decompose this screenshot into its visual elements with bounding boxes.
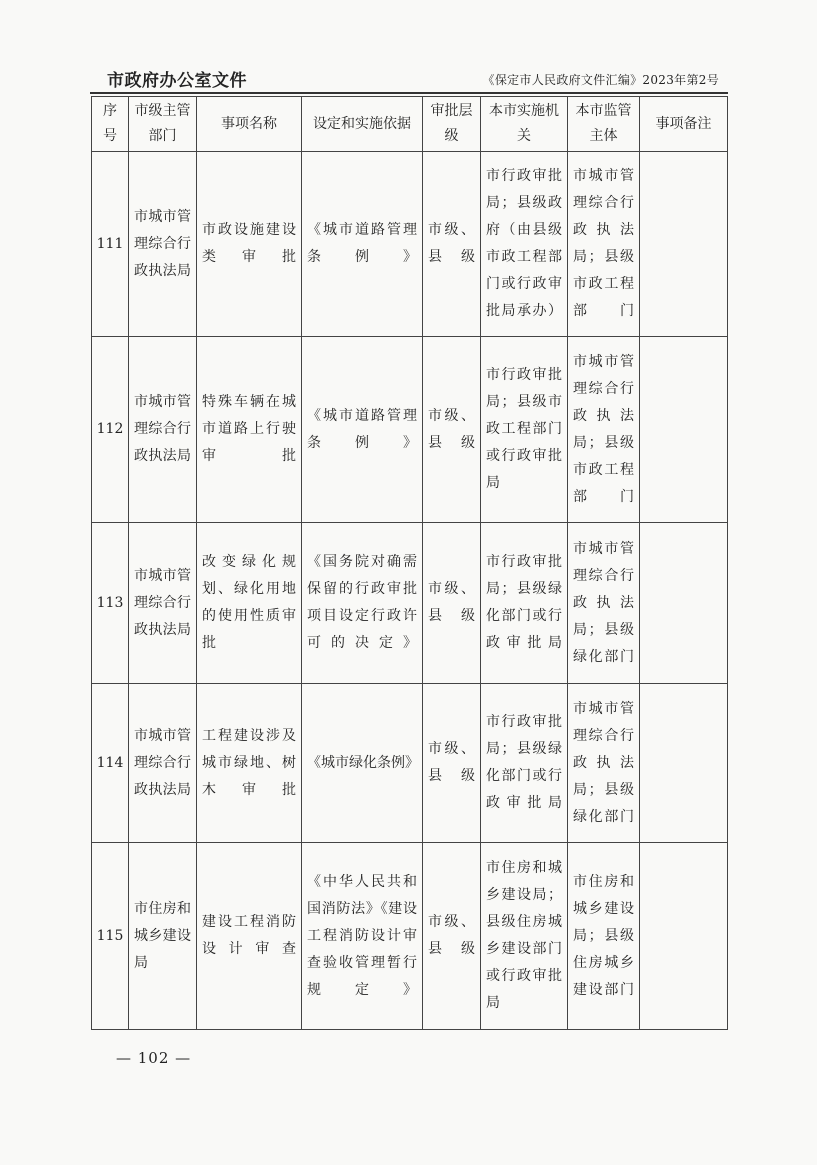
row-basis: 《城市道路管理条例》 — [302, 152, 423, 337]
row-notes — [640, 152, 728, 337]
col-header-no: 序号 — [92, 97, 129, 152]
approval-items-table — [91, 96, 728, 1030]
row-item: 建设工程消防设计审查 — [197, 843, 302, 1030]
col-header-notes: 事项备注 — [640, 97, 728, 152]
row-number: 111 — [92, 152, 129, 337]
row-basis: 《中华人民共和国消防法》《建设工程消防设计审查验收管理暂行规定》 — [302, 843, 423, 1030]
col-header-dept: 市级主管部门 — [129, 97, 197, 152]
row-item: 特殊车辆在城市道路上行驶审批 — [197, 337, 302, 523]
col-header-agency: 本市实施机关 — [481, 97, 568, 152]
row-agency: 市行政审批局；县级市政工程部门或行政审批局 — [481, 337, 568, 523]
row-agency: 市行政审批局；县级绿化部门或行政审批局 — [481, 684, 568, 843]
row-notes — [640, 523, 728, 684]
header-left-title: 市政府办公室文件 — [107, 71, 247, 91]
row-level: 市级、县级 — [423, 843, 481, 1030]
row-level: 市级、县级 — [423, 337, 481, 523]
row-supervisor: 市住房和城乡建设局；县级住房城乡建设部门 — [568, 843, 640, 1030]
row-dept: 市住房和城乡建设局 — [129, 843, 197, 1030]
table-row — [92, 337, 728, 523]
row-notes — [640, 337, 728, 523]
row-number: 114 — [92, 684, 129, 843]
row-level: 市级、县级 — [423, 152, 481, 337]
row-item: 市政设施建设类审批 — [197, 152, 302, 337]
row-dept: 市城市管理综合行政执法局 — [129, 337, 197, 523]
row-dept: 市城市管理综合行政执法局 — [129, 684, 197, 843]
table-row — [92, 843, 728, 1030]
row-basis: 《国务院对确需保留的行政审批项目设定行政许可的决定》 — [302, 523, 423, 684]
row-number: 113 — [92, 523, 129, 684]
table-header-row — [92, 97, 728, 152]
row-agency: 市行政审批局；县级政府（由县级市政工程部门或行政审批局承办） — [481, 152, 568, 337]
row-supervisor: 市城市管理综合行政执法局；县级绿化部门 — [568, 684, 640, 843]
row-level: 市级、县级 — [423, 684, 481, 843]
row-level: 市级、县级 — [423, 523, 481, 684]
row-number: 112 — [92, 337, 129, 523]
row-item: 工程建设涉及城市绿地、树木审批 — [197, 684, 302, 843]
row-item: 改变绿化规划、绿化用地的使用性质审批 — [197, 523, 302, 684]
col-header-level: 审批层级 — [423, 97, 481, 152]
header-right-title: 《保定市人民政府文件汇编》2023年第2号 — [482, 73, 719, 87]
table-row — [92, 523, 728, 684]
row-supervisor: 市城市管理综合行政执法局；县级绿化部门 — [568, 523, 640, 684]
header-rule — [90, 92, 728, 94]
row-basis: 《城市道路管理条例》 — [302, 337, 423, 523]
table-row — [92, 152, 728, 337]
page-number: — 102 — — [116, 1049, 192, 1067]
row-supervisor: 市城市管理综合行政执法局；县级市政工程部门 — [568, 337, 640, 523]
row-notes — [640, 684, 728, 843]
col-header-basis: 设定和实施依据 — [302, 97, 423, 152]
row-number: 115 — [92, 843, 129, 1030]
row-agency: 市住房和城乡建设局；县级住房城乡建设部门或行政审批局 — [481, 843, 568, 1030]
row-agency: 市行政审批局；县级绿化部门或行政审批局 — [481, 523, 568, 684]
table-row — [92, 684, 728, 843]
row-notes — [640, 843, 728, 1030]
row-basis: 《城市绿化条例》 — [302, 684, 423, 843]
row-dept: 市城市管理综合行政执法局 — [129, 523, 197, 684]
row-dept: 市城市管理综合行政执法局 — [129, 152, 197, 337]
row-supervisor: 市城市管理综合行政执法局；县级市政工程部门 — [568, 152, 640, 337]
col-header-item: 事项名称 — [197, 97, 302, 152]
col-header-supervisor: 本市监管主体 — [568, 97, 640, 152]
